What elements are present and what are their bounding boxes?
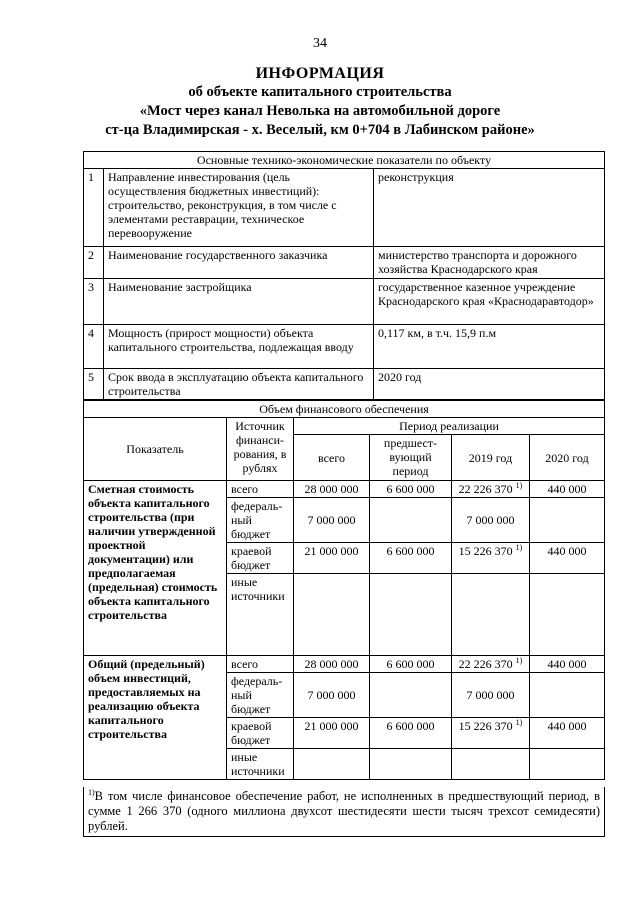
y2019-cell <box>452 574 530 656</box>
row-value: министерство транспорта и дорожного хозяйства Краснодарского края <box>374 247 605 279</box>
footnote-ref: 1) <box>515 543 523 552</box>
title-line-3: «Мост через канал Неволька на автомобильной дороге <box>139 103 501 119</box>
document-title <box>60 64 580 140</box>
indicators-table <box>83 151 605 400</box>
y2020-cell <box>530 749 605 780</box>
row-value: 2020 год <box>374 369 605 400</box>
previous-cell: 6 600 000 <box>370 481 452 498</box>
source-cell: иные источники <box>227 574 294 656</box>
total-cell: 7 000 000 <box>294 498 370 543</box>
source-cell: краевой бюджет <box>227 718 294 749</box>
y2020-cell: 440 000 <box>530 543 605 574</box>
previous-cell: 6 600 000 <box>370 656 452 673</box>
column-previous: предшест-вующий период <box>370 435 452 481</box>
indicators-header: Основные технико-экономические показатели по объекту <box>84 152 605 169</box>
footnote <box>83 787 605 837</box>
column-indicator: Показатель <box>84 418 227 481</box>
finance-table <box>83 400 605 780</box>
source-cell: федераль-ный бюджет <box>227 673 294 718</box>
total-cell <box>294 574 370 656</box>
row-number: 1 <box>84 169 104 247</box>
group-label: Общий (предельный) объем инвестиций, предоставляемых на реализацию объекта капитального строительства <box>84 656 227 780</box>
source-cell: краевой бюджет <box>227 543 294 574</box>
row-label: Наименование застройщика <box>104 279 374 325</box>
row-value: реконструкция <box>374 169 605 247</box>
finance-header: Объем финансового обеспечения <box>84 401 605 418</box>
table-row <box>84 656 605 673</box>
y2019-cell: 7 000 000 <box>452 673 530 718</box>
previous-cell <box>370 574 452 656</box>
total-cell <box>294 749 370 780</box>
previous-cell <box>370 749 452 780</box>
y2019-cell: 15 226 370 $^{1)}$ <box>452 718 530 749</box>
footnote-text: В том числе финансовое обеспечение работ, не исполненных в предшествующий период, в сумме 1 266 370 (одного миллиона двухсот шестидесяти шести тысяч трехсот семидесяти) рублей. <box>88 789 600 833</box>
column-period: Период реализации <box>294 418 605 435</box>
table-row <box>84 169 605 247</box>
table-row <box>84 325 605 369</box>
source-cell: всего <box>227 481 294 498</box>
row-number: 4 <box>84 325 104 369</box>
source-cell: иные источники <box>227 749 294 780</box>
y2019-cell: 15 226 370 $^{1)}$ <box>452 543 530 574</box>
y2020-cell: 440 000 <box>530 718 605 749</box>
previous-cell <box>370 498 452 543</box>
total-cell: 7 000 000 <box>294 673 370 718</box>
y2019-cell: 22 226 370 $^{1)}$ <box>452 481 530 498</box>
row-number: 5 <box>84 369 104 400</box>
total-cell: 21 000 000 <box>294 718 370 749</box>
previous-cell: 6 600 000 <box>370 543 452 574</box>
table-row <box>84 369 605 400</box>
column-2019: 2019 год <box>452 435 530 481</box>
row-label: Направление инвестирования (цель осуществления бюджетных инвестиций): строительство, реконструкция, в том числе с элементами реставрации, техническое перевооружение <box>104 169 374 247</box>
table-row <box>84 247 605 279</box>
source-cell: всего <box>227 656 294 673</box>
column-total: всего <box>294 435 370 481</box>
table-row <box>84 481 605 498</box>
row-label: Наименование государственного заказчика <box>104 247 374 279</box>
total-cell: 21 000 000 <box>294 543 370 574</box>
row-value: государственное казенное учреждение Краснодарского края «Краснодаравтодор» <box>374 279 605 325</box>
footnote-ref: 1) <box>515 718 523 727</box>
page-number: 34 <box>313 36 327 51</box>
footnote-ref: 1) <box>515 656 523 665</box>
y2019-cell <box>452 749 530 780</box>
y2019-cell: 22 226 370 $^{1)}$ <box>452 656 530 673</box>
group-label: Сметная стоимость объекта капитального строительства (при наличии утвержденной проектной документации) или предполагаемая (предельная) стоимость объекта капитального строительства <box>84 481 227 656</box>
total-cell: 28 000 000 <box>294 481 370 498</box>
row-number: 2 <box>84 247 104 279</box>
y2020-cell <box>530 673 605 718</box>
row-value: 0,117 км, в т.ч. 15,9 п.м <box>374 325 605 369</box>
footnote-mark: 1) <box>88 787 95 797</box>
row-label: Срок ввода в эксплуатацию объекта капитального строительства <box>104 369 374 400</box>
column-source: Источник финанси-рования, в рублях <box>227 418 294 481</box>
title-line-2: об объекте капитального строительства <box>188 84 452 100</box>
title-line-4: ст-ца Владимирская - х. Веселый, км 0+704 в Лабинском районе» <box>105 122 535 138</box>
footnote-ref: 1) <box>515 481 523 490</box>
column-2020: 2020 год <box>530 435 605 481</box>
y2019-cell: 7 000 000 <box>452 498 530 543</box>
title-line-1: ИНФОРМАЦИЯ <box>255 65 385 82</box>
total-cell: 28 000 000 <box>294 656 370 673</box>
table-row <box>84 279 605 325</box>
previous-cell <box>370 673 452 718</box>
y2020-cell: 440 000 <box>530 656 605 673</box>
previous-cell: 6 600 000 <box>370 718 452 749</box>
y2020-cell <box>530 498 605 543</box>
source-cell: федераль-ный бюджет <box>227 498 294 543</box>
y2020-cell <box>530 574 605 656</box>
y2020-cell: 440 000 <box>530 481 605 498</box>
row-number: 3 <box>84 279 104 325</box>
row-label: Мощность (прирост мощности) объекта капитального строительства, подлежащая вводу <box>104 325 374 369</box>
